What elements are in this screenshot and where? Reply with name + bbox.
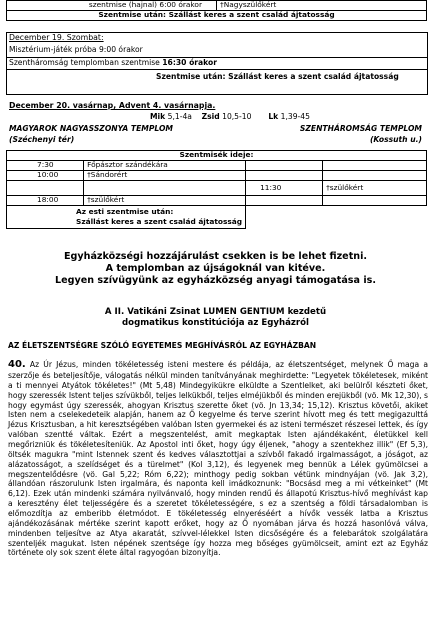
dec19-line3: Szentmise után: Szállást keres a szent család ájtatosság [156, 72, 399, 81]
paragraph-number: 40. [8, 359, 26, 370]
row4-intent-left: †szülőkért [84, 196, 246, 206]
row4-intent-right [323, 196, 427, 206]
right-church-sub: (Kossuth u.) [369, 135, 422, 144]
reading-2-label: Zsid [201, 112, 220, 121]
row2-time-left: 10:00 [7, 171, 84, 181]
left-church-sub: (Széchenyi tér) [9, 135, 75, 144]
row1-time-right [246, 161, 323, 171]
evening-devotion-line2: Szállást keres a szent család ájtatosság [76, 217, 243, 226]
evening-devotion [7, 206, 246, 229]
table-row [7, 171, 427, 181]
row3-intent-left [84, 181, 246, 196]
mass-times-table [6, 150, 427, 229]
reading-1-ref: 5,1-4a [167, 112, 192, 121]
right-church-name: SZENTHÁROMSÁG TEMPLOM [299, 124, 422, 133]
reading-3-ref: 1,39-45 [280, 112, 310, 121]
mass-times-header: Szentmisék ideje: [7, 151, 427, 161]
notice-line2: A templomban az újságoknál van kitéve. [105, 262, 326, 274]
dec19-line2 [9, 59, 217, 68]
notice-line1: Egyházközségi hozzájárulást csekken is be lehet fizetni. [63, 251, 368, 262]
section-heading: AZ ÉLETSZENTSÉGRE SZÓLÓ EGYETEMES MEGHÍVÁSRÓL AZ EGYHÁZBAN [8, 341, 317, 350]
row1-intent-right [323, 161, 427, 171]
row3-intent-right: †szülőkért [323, 181, 427, 196]
reading-2-ref: 10,5-10 [222, 112, 252, 121]
contribution-notice [0, 251, 431, 287]
notice-line3: Legyen szívügyünk az egyházközség anyagi támogatása is. [55, 274, 376, 286]
row2-time-right [246, 171, 323, 181]
table-row [7, 161, 427, 171]
row2-intent-right [323, 171, 427, 181]
row1-intent-left: Főpásztor szándékára [84, 161, 246, 171]
dec20-heading: December 20. vasárnap, Advent 4. vasárnapja. [9, 101, 216, 110]
row4-time-right [246, 196, 323, 206]
paragraph-text: Az Úr Jézus, minden tökéletesség isteni mestere és példája, az életszentséget, melynek Ő maga a szerzője és beteljesítője, válogatás nélkül minden tanítványának meghirdette: "Legyetek tökéletesek, miként a ti mennyei Atyátok tökéletes!" (Mt 5,48) Mindegyikükre elküldte a Szentlelket, aki belülről készteti őket, hogy szeressék Istent teljes szívükből, teljes lelkükből, teljes elméjükből és minden erejükből (vö. Mk 12,30), s hogy egymást úgy szeressék, ahogyan Krisztus szerette őket (vö. Jn 13,34; 15,12). Krisztus követői, akiket Isten nem a cselekedeteik alapján, hanem az Ő kegyelme és terve szerint hívott meg és tett megigazulttá Jézus Krisztusban, a hit keresztségében valóban Isten gyermekei és az isteni természet részesei lettek, és így valóban szentté váltak. Ezért a megszentelést, amit megkaptak Isten ajándékaként, életükkel kell megőrizniük és tökéletesíteniük. Az Apostol inti őket, hogy úgy éljenek, "ahogy a szentekhez illik" (Ef 5,3), öltsék magukra "mint Istennek szent és kedves választottjai a szívből fakadó irgalmasságot, a jóságot, az alázatosságot, a szelídséget és a türelmet" (Kol 3,12), és legyenek meg bennük a Lélek gyümölcsei a megszentelődésre (vö. Gal 5,22; Róm 6,22); minthogy pedig sokban vétünk mindnyájan (vö. Jak 3,2), állandóan rászorulunk Isten irgalmára, és naponta kell imádkoznunk: "Bocsásd meg a mi vétkeinket" (Mt 6,12). Ezek után mindenki számára nyilvánvaló, hogy minden rendű és állapotú Krisztus-hívő meghívást kap a keresztény élet teljességére és a szeretet tökéletességére, s ez a szentség a földi társadalomban is előmozdítja az emberibb életmódot. E tökéletesség elnyeréséért a hívők vessék latba a Krisztus ajándékozásának mértéke szerint kapott erőket, hogy az Ő nyomában járva és hozzá hasonlóvá válva, mindenben teljesítve az Atya akaratát, szívvel-lélekkel Isten dicsőségére és a felebarátok szolgálatára szenteljék magukat. Isten népének szentsége így hozza meg bőséges gyümölcseit, amint ezt az Egyház története oly sok szent élete által ragyogóan bizonyítja. [8, 360, 428, 558]
top-row1-intention: †Nagyszülőkért [217, 1, 427, 11]
dec20-readings [150, 113, 310, 122]
dec19-line1: Misztérium-játék próba 9:00 órakor [9, 45, 143, 54]
reading-3-label: Lk [268, 112, 279, 121]
reading-1-label: Mik [150, 112, 166, 121]
top-row1-time: szentmise (hajnal) 6:00 órakor [7, 1, 217, 11]
table-row [7, 181, 427, 196]
evening-devotion-line1: Az esti szentmise után: [76, 207, 174, 217]
row4-time-left: 18:00 [7, 196, 84, 206]
top-schedule-table [6, 0, 427, 21]
dec19-line2-text: Szentháromság templomban szentmise [9, 58, 163, 67]
row1-time-left: 7:30 [7, 161, 84, 171]
council-title [0, 307, 431, 328]
council-title-line1: A II. Vatikáni Zsinat LUMEN GENTIUM kezdetű [104, 307, 327, 317]
council-title-line2: dogmatikus konstitúciója az Egyházról [122, 317, 309, 328]
row2-intent-left: †Sándorért [84, 171, 246, 181]
row3-time-left [7, 181, 84, 196]
dec19-heading: December 19. Szombat: [9, 33, 104, 42]
dec19-line2-time: 16:30 órakor [162, 58, 217, 67]
top-row2-devotion: Szentmise után: Szállást keres a szent család ájtatosság [7, 11, 427, 21]
row3-time-right: 11:30 [246, 181, 323, 196]
table-row [7, 196, 427, 206]
left-church-name: MAGYAROK NAGYASSZONYA TEMPLOM [9, 124, 173, 133]
paragraph-40 [8, 358, 428, 558]
